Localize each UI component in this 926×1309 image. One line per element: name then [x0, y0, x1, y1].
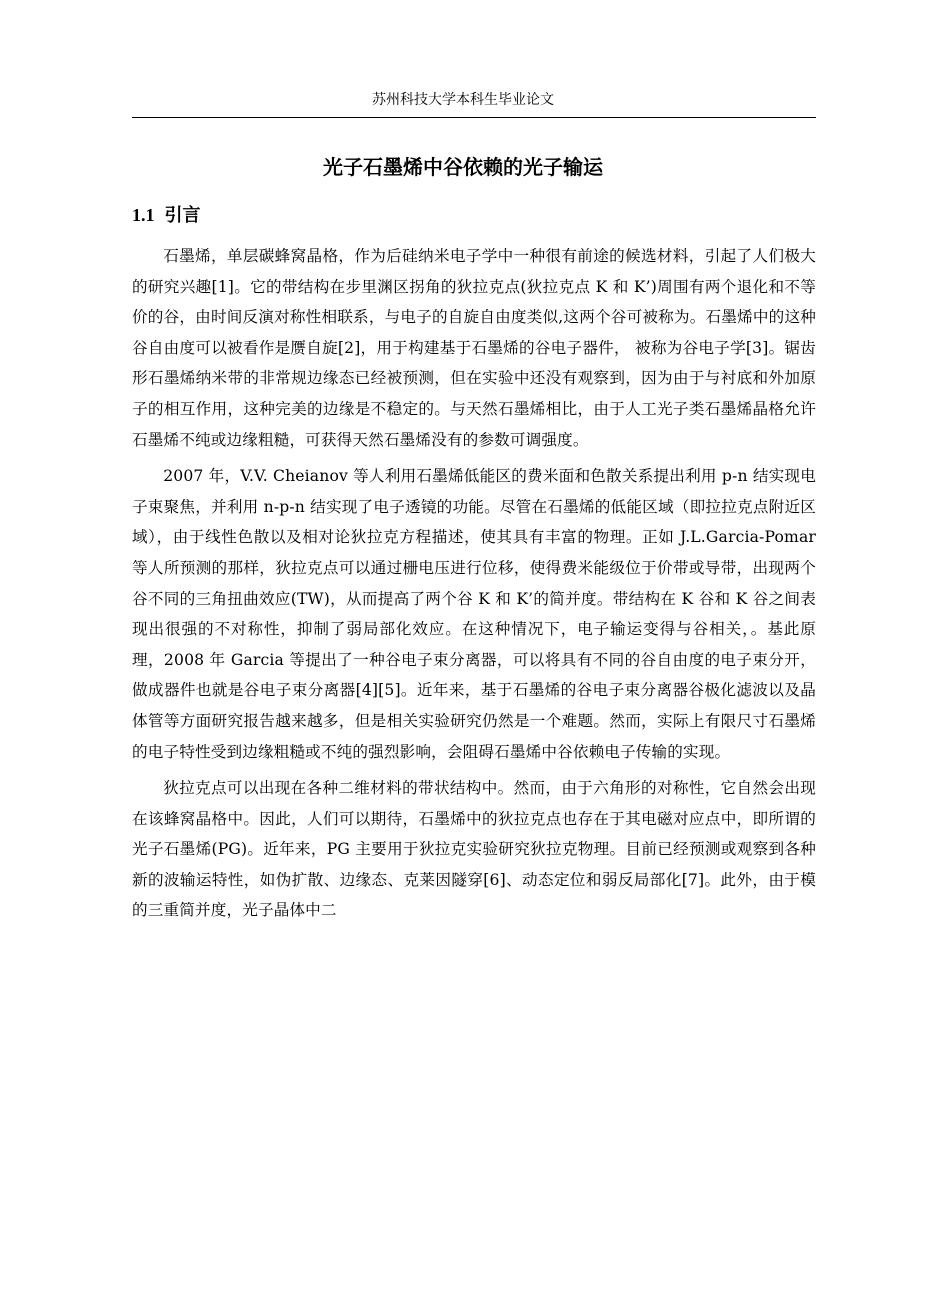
running-header: 苏州科技大学本科生毕业论文 [372, 92, 554, 108]
header-rule [132, 117, 816, 118]
paragraph-1: 石墨烯，单层碳蜂窝晶格，作为后硅纳米电子学中一种很有前途的候选材料，引起了人们极大的研究兴趣[1]。它的带结构在步里渊区拐角的狄拉克点(狄拉克点 K 和 K’)周围有两个退化和不等价的谷，由时间反演对称性相联系，与电子的自旋自由度类似,这两个谷可被称为。石墨烯中的这种谷自由度可以被看作是赝自旋[2]，用于构建基于石墨烯的谷电子器件， 被称为谷电子学[3]。锯齿形石墨烯纳米带的非常规边缘态已经被预测，但在实验中还没有观察到，因为由于与衬底和外加原子的相互作用，这种完美的边缘是不稳定的。与天然石墨烯相比，由于人工光子类石墨烯晶格允许石墨烯不纯或边缘粗糙，可获得天然石墨烯没有的参数可调强度。 [132, 247, 816, 449]
section-number: 1.1 [132, 205, 155, 225]
paragraph-3: 狄拉克点可以出现在各种二维材料的带状结构中。然而，由于六角形的对称性，它自然会出现在该蜂窝晶格中。因此，人们可以期待，石墨烯中的狄拉克点也存在于其电磁对应点中，即所谓的光子石墨烯(PG)。近年来，PG 主要用于狄拉克实验研究狄拉克物理。目前已经预测或观察到各种新的波输运特性，如伪扩散、边缘态、克莱因隧穿[6]、动态定位和弱反局部化[7]。此外，由于模的三重简并度，光子晶体中二 [132, 779, 816, 920]
body-text [132, 241, 816, 932]
paragraph-2: 2007 年，V.V. Cheianov 等人利用石墨烯低能区的费米面和色散关系提出利用 p-n 结实现电子束聚焦，并利用 n-p-n 结实现了电子透镜的功能。尽管在石墨烯的低能区域（即拉拉克点附近区域），由于线性色散以及相对论狄拉克方程描述，使其具有丰富的物理。正如 J.L.Garcia-Pomar 等人所预测的那样，狄拉克点可以通过栅电压进行位移，使得费米能级位于价带或导带，出现两个谷不同的三角扭曲效应(TW)，从而提高了两个谷 K 和 K’的简并度。带结构在 K 谷和 K 谷之间表现出很强的不对称性，抑制了弱局部化效应。在这种情况下，电子输运变得与谷相关，。基此原理，2008 年 Garcia 等提出了一种谷电子束分离器，可以将具有不同的谷自由度的电子束分开，做成器件也就是谷电子束分离器[4][5]。近年来，基于石墨烯的谷电子束分离器谷极化滤波以及晶体管等方面研究报告越来越多，但是相关实验研究仍然是一个难题。然而，实际上有限尺寸石墨烯的电子特性受到边缘粗糙或不纯的强烈影响，会阻碍石墨烯中谷依赖电子传输的实现。 [132, 467, 816, 761]
paper-title: 光子石墨烯中谷依赖的光子输运 [323, 155, 603, 179]
section-heading [132, 201, 201, 230]
section-title: 引言 [164, 205, 201, 226]
